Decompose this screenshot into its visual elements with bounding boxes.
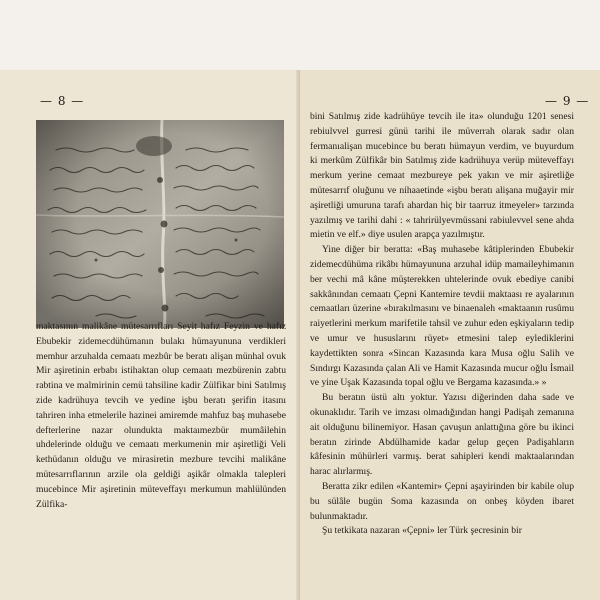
right-page-paragraph-5: Şu tetkikata nazaran «Çepni» ler Türk şecresinin bir — [322, 525, 522, 537]
left-page — [0, 70, 300, 600]
right-page — [300, 70, 600, 600]
page-number-right: — 9 — — [545, 94, 590, 108]
page-number-left: — 8 — — [40, 94, 85, 108]
right-page-paragraph-3: Bu beratın üstü altı yoktur. Yazısı diğerinden daha sade ve okunaklıdır. Tarih ve imzası olmadığından hangi Padişah zemanına ait olduğunu bilinemiyor. Hasan çavuşun anlattığına göre bu ikinci beratın zirinde Abdülhamide kadar gelup geçen Padişahların kâfesinin mühürleri varmış. berat sahipleri kendi maktaalarından harac alırlarmış. — [310, 392, 574, 478]
left-page-paragraph: maktasının malikâne mütesarrıfları Seyit hafız Feyzin ve hafız Ebubekir zidemecdühümanın bulakı hümayununa verdikleri memhur arzuhalda cemaatı mezbûr be beratı alişan münhal ovuk Mir aşiretinin erbabı istihaktan olup cemaatı mezbürenin zabtu rabtina ve malmirinin cemü tahsiline kadir Zülfikar bini Satılmış zide kadrühuya tevcih ve yedine işbu beratı şerifin itasını tahriren inha etmelerile hazinei amiremde mahfuz baş muhasebe defterlerine nazar olundukta maktaımezbür mumâilehin uhdelerinde olduğu ve cemaatı merkumenin mir aşiretliği Veli kethüdanın olduğu ve mirasiretin mezbure tevcihi malikâne mütesarrıflarının arzile ola geldiği aşikâr olmakla talepleri mucebince Mir aşiretinin müteveffayı merkumun mahlülünden Zülfika- — [36, 321, 286, 510]
right-page-body-text — [310, 110, 574, 539]
left-page-body-text — [36, 320, 286, 512]
manuscript-facsimile-image — [36, 120, 284, 328]
book-spread — [0, 70, 600, 600]
right-page-paragraph-2: Yine diğer bir beratta: «Baş muhasebe kâtiplerinden Ebubekir zidemecdühüma rikâbı hümayununa arzuhal idüp mamaileyhimanın ber vechi mâ kâne müşterekken uhtelerinde ovuk ebediye canibi sakkânından cemaatı Çepni Kantemire tevdii maktaası re ayalarının cemaatları üzerine «bırakılmasını ve binaenaleh «maktaanın rusûmu raiyetlerini merkum marifetile tahsil ve zuhur eden eşkiyaların tedip ve umur ve hususlarını rüyet» etmesini talep eylediklerini kaydettikten sonra «Sincan Kazasında kara Musa oğlu Salih ve Sındırgı Kazasında çalan Ali ve Hamit Kazasında mucur oğlu İsmail ve yine Uşak Kazasında topal oğlu ve Bergama kazasında.» » — [310, 244, 574, 389]
right-page-paragraph-4: Beratta zikr edilen «Kantemir» Çepni aşayirinden bir kabile olup bu sülâle bugün Soma kazasında on onbeş köyden ibaret bulunmaktadır. — [310, 480, 574, 522]
right-page-paragraph-1: bini Satılmış zide kadrühüye tevcih ile ita» olunduğu 1201 senesi rebiulvvel gurresi günü tarihi ile müverrah olarak sadır olan fermanıalişan mucebince bu beratı hümayun verdim, ve buyurdum ki merkûm Zülfikâr bin Satılmış zide kadrühuya verüp müteveffayı merkum yerine cemaat mezbureye pek yakın ve mir aşiretliğe mütesarrıf oluğunu ve nihaaetinde «işbu beratı alişana muğayir mir aşiretliği umuruna tarafı ahardan hiç bir taarruz itmeyeler» tarzında yazılmış ve tarihi dahi : « tahrirülyevmüssani rabiulevvel sene ahda mietin ve elf.» diye usulen arapça yazılmıştır. — [310, 111, 574, 241]
